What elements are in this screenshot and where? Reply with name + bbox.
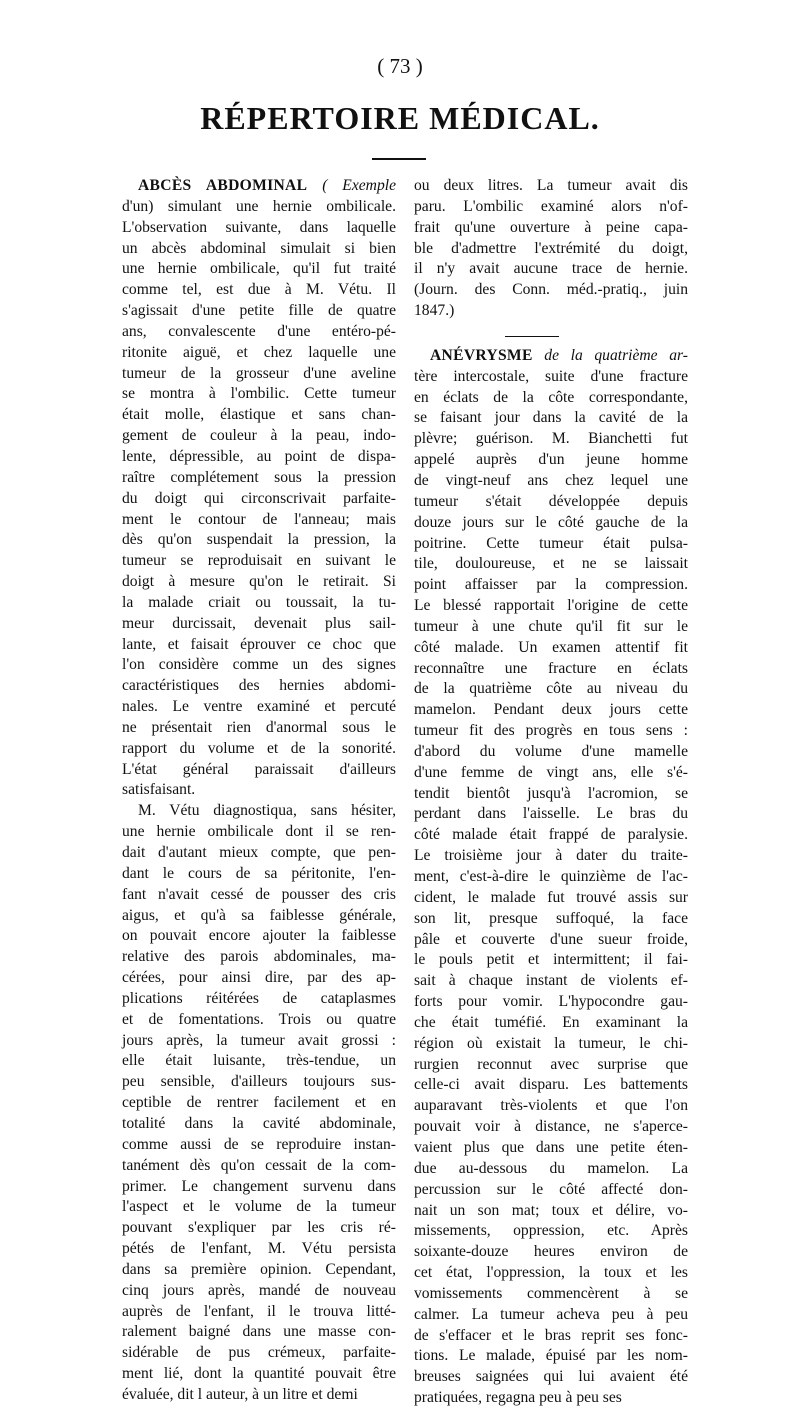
text-line: forts pour vomir. L'hypocondre gau- xyxy=(414,993,688,1011)
text-line: de vingt-neuf ans chez lequel une xyxy=(414,471,688,489)
text-line: douze jours sur le côté gauche de la xyxy=(414,513,688,531)
text-line: une hernie ombilicale, qu'il fut traité xyxy=(122,260,396,278)
text-line: son lit, presque suffoqué, la face xyxy=(414,909,688,927)
text-line: ment, c'est-à-dire le quinzième de l'ac- xyxy=(414,868,688,885)
text-line: L'état général paraissait d'ailleurs xyxy=(122,760,396,778)
text-line: tumeur fit des progrès en tous sens : xyxy=(414,722,688,740)
left-column xyxy=(122,176,396,1406)
text-line: cident, le malade fut trouvé assis sur xyxy=(414,888,688,906)
text-line: doigt à mesure qu'on le retirait. Si xyxy=(122,573,396,591)
text-line: L'observation suivante, dans laquelle xyxy=(122,218,396,236)
text-line: ralement baigné dans une masse con- xyxy=(122,1323,396,1341)
page-number: ( 73 ) xyxy=(377,54,423,78)
text-line: plèvre; guérison. M. Bianchetti fut xyxy=(414,430,688,448)
text-line: il n'y avait aucune trace de hernie. xyxy=(414,260,688,278)
text-line: nait un son mat; toux et délire, vo- xyxy=(414,1201,688,1219)
text-line: aigus, et qu'à sa faiblesse générale, xyxy=(122,906,396,924)
text-line: ble d'admettre l'extrémité du doigt, xyxy=(414,239,688,257)
text-line: caractéristiques des hernies abdomi- xyxy=(122,677,396,695)
text-line: se faisant jour dans la cavité de la xyxy=(414,409,688,427)
text-line: satisfaisant. xyxy=(122,781,196,799)
text-line: tanément dès qu'on cessait de la com- xyxy=(122,1156,396,1174)
text-line: en éclats de la côte correspondante, xyxy=(414,388,688,406)
text-line: de s'effacer et le bras reprit ses fonc- xyxy=(414,1326,688,1344)
text-line: ans, convalescente d'une entéro-pé- xyxy=(122,322,396,340)
text-line: ABCÈS ABDOMINAL ( Exemple xyxy=(138,177,396,194)
text-line: pétés de l'enfant, M. Vétu persista xyxy=(122,1240,396,1258)
text-line: le pouls petit et intermittent; il fai- xyxy=(414,951,688,969)
text-line: ne présentait rien d'anormal sous le xyxy=(122,718,396,736)
text-line: perdant dans l'aisselle. Le bras du xyxy=(414,805,688,823)
text-line: (Journ. des Conn. méd.-pratiq., juin xyxy=(414,281,688,299)
text-line: auprès de l'enfant, il le trouva litté- xyxy=(122,1302,396,1320)
text-line: calmer. La tumeur acheva peu à peu xyxy=(414,1305,688,1323)
text-line: d'une femme de vingt ans, elle s'é- xyxy=(414,763,688,781)
text-line: pratiquées, regagna peu à peu ses xyxy=(414,1389,622,1407)
text-line: ceptible de rentrer facilement et en xyxy=(122,1094,396,1112)
text-line: tile, douloureuse, et ne se laissait xyxy=(414,555,688,573)
text-line: dès qu'on suspendait la pression, la xyxy=(122,531,396,549)
text-line: sidérable de pus crémeux, parfaite- xyxy=(122,1344,396,1362)
text-line: vomissements commencèrent à se xyxy=(414,1284,688,1302)
text-line: percussion sur le côté affecté don- xyxy=(414,1180,688,1198)
text-line: relative des parois abdominales, ma- xyxy=(122,948,396,966)
text-line: ritonite aiguë, et chez laquelle une xyxy=(122,343,396,361)
text-line: comme aussi de se reproduire instan- xyxy=(122,1135,396,1153)
text-line: vaient plus que dans une petite éten- xyxy=(414,1138,688,1156)
text-line: cinq jours après, mandé de nouveau xyxy=(122,1281,396,1299)
text-line: tère intercostale, suite d'une fracture xyxy=(414,367,688,385)
text-line: pâle et couverte d'une sueur froide, xyxy=(414,930,688,948)
text-line: fant n'avait cessé de pousser des cris xyxy=(122,885,396,903)
text-line: du doigt qui circonscrivait parfaite- xyxy=(122,489,396,507)
text-line: s'agissait d'une petite fille de quatre xyxy=(122,302,396,320)
text-line: dans sa première opinion. Cependant, xyxy=(122,1260,396,1278)
text-line: lente, dépressible, au point de dispa- xyxy=(122,447,396,465)
article-divider xyxy=(505,336,559,337)
text-line: tumeur se reproduisait en suivant le xyxy=(122,552,396,570)
text-line: tendit bientôt jusqu'à l'acromion, se xyxy=(414,784,688,802)
text-line: un abcès abdominal simulait si bien xyxy=(122,239,396,257)
text-line: une hernie ombilicale dont il se ren- xyxy=(122,823,396,841)
text-line: peu sensible, d'ailleurs toujours sus- xyxy=(122,1073,396,1091)
text-line: tumeur de la grosseur d'une aveline xyxy=(122,364,396,382)
text-line: lante, et faisait éprouver ce choc que xyxy=(122,635,396,653)
right-column xyxy=(414,176,688,1409)
text-line: Le blessé rapportait l'origine de cette xyxy=(414,597,688,615)
text-line: de la quatrième côte au niveau du xyxy=(414,680,688,698)
text-line: côté malade. Un examen attentif fit xyxy=(414,638,688,656)
text-line: dant le cours de sa péritonite, l'en- xyxy=(122,864,396,882)
text-line: et de fomentations. Trois ou quatre xyxy=(122,1010,396,1028)
text-line: tumeur à une chute qu'il fit sur le xyxy=(414,617,688,635)
text-line: poitrine. Cette tumeur était pulsa- xyxy=(414,534,688,552)
text-line: due au-dessous du mamelon. La xyxy=(414,1159,688,1177)
text-line: évaluée, dit l auteur, à un litre et demi xyxy=(122,1385,358,1403)
text-line: gement de couleur à la peau, indo- xyxy=(122,427,396,445)
text-line: ment lié, dont la quantité pouvait être xyxy=(122,1365,396,1383)
text-line: se montra à l'ombilic. Cette tumeur xyxy=(122,385,396,403)
text-line: comme tel, est due à M. Vétu. Il xyxy=(122,281,396,299)
text-line: elle était luisante, très-tendue, un xyxy=(122,1052,396,1070)
text-line: l'aspect et le volume de la tumeur xyxy=(122,1198,396,1216)
text-line: la malade criait ou toussait, la tu- xyxy=(122,593,396,611)
title-divider xyxy=(372,158,426,160)
text-line: l'on considère comme un des signes xyxy=(122,656,396,674)
text-line: point affaisser par la compression. xyxy=(414,576,688,594)
page-title: RÉPERTOIRE MÉDICAL. xyxy=(200,100,600,136)
text-line: rurgien reconnut avec surprise que xyxy=(414,1055,688,1073)
text-line: auparavant très-violents et que l'on xyxy=(414,1097,688,1115)
text-line: cérées, pour ainsi dire, par des ap- xyxy=(122,969,396,987)
text-line: était molle, élastique et sans chan- xyxy=(122,406,396,424)
text-line: paru. L'ombilic examiné alors n'of- xyxy=(414,197,688,215)
text-line: sait à chaque instant de violents ef- xyxy=(414,972,688,990)
text-line: M. Vétu diagnostiqua, sans hésiter, xyxy=(138,802,396,820)
text-line: totalité dans la cavité abdominale, xyxy=(122,1114,396,1132)
text-line: pouvait voir à distance, ne s'aperce- xyxy=(414,1118,688,1136)
text-line: on pouvait encore ajouter la faiblesse xyxy=(122,927,396,945)
text-line: ANÉVRYSME de la quatrième ar- xyxy=(430,346,688,364)
text-line: breuses saignées qui lui avaient été xyxy=(414,1368,688,1386)
text-line: reconnaître une fracture en éclats xyxy=(414,659,688,677)
text-line: région où existait la tumeur, le chi- xyxy=(414,1034,688,1052)
text-line: rapport du volume et de la sonorité. xyxy=(122,739,396,757)
text-line: appelé auprès d'un jeune homme xyxy=(414,451,688,469)
text-line: meur durcissait, devenait plus sail- xyxy=(122,614,396,632)
text-line: cet état, l'oppression, la toux et les xyxy=(414,1264,688,1282)
text-line: d'abord du volume d'une mamelle xyxy=(414,742,688,760)
text-line: ment le contour de l'anneau; mais xyxy=(122,510,396,528)
text-line: frait qu'une ouverture à peine capa- xyxy=(414,218,688,236)
text-line: côté malade était frappé de paralysie. xyxy=(414,826,688,844)
text-line: mamelon. Pendant deux jours cette xyxy=(414,701,688,719)
text-line: plications réitérées de cataplasmes xyxy=(122,989,396,1007)
text-line: primer. Le changement survenu dans xyxy=(122,1177,396,1195)
text-line: jours après, la tumeur avait grossi : xyxy=(122,1031,396,1049)
article-heading: ANÉVRYSME xyxy=(430,346,533,364)
text-line: dait d'autant mieux compte, que pen- xyxy=(122,844,396,861)
article-heading: ABCÈS ABDOMINAL xyxy=(138,177,308,194)
text-line: soixante-douze heures environ de xyxy=(414,1243,688,1261)
text-line: missements, oppression, etc. Après xyxy=(414,1222,688,1240)
text-line: celle-ci avait disparu. Les battements xyxy=(414,1076,688,1094)
text-line: ou deux litres. La tumeur avait dis xyxy=(414,177,688,194)
text-line: d'un) simulant une hernie ombilicale. xyxy=(122,197,396,215)
text-line: tions. Le malade, épuisé par les nom- xyxy=(414,1347,688,1365)
text-line: 1847.) xyxy=(414,302,455,320)
text-line: tumeur s'était développée depuis xyxy=(414,492,688,510)
text-line: Le troisième jour à dater du traite- xyxy=(414,847,688,865)
text-line: nales. Le ventre examiné et percuté xyxy=(122,698,396,716)
text-line: pouvant s'expliquer par les cris ré- xyxy=(122,1219,396,1237)
text-line: che était tuméfié. En examinant la xyxy=(414,1013,688,1031)
text-line: raître complétement sous la pression xyxy=(122,468,396,486)
